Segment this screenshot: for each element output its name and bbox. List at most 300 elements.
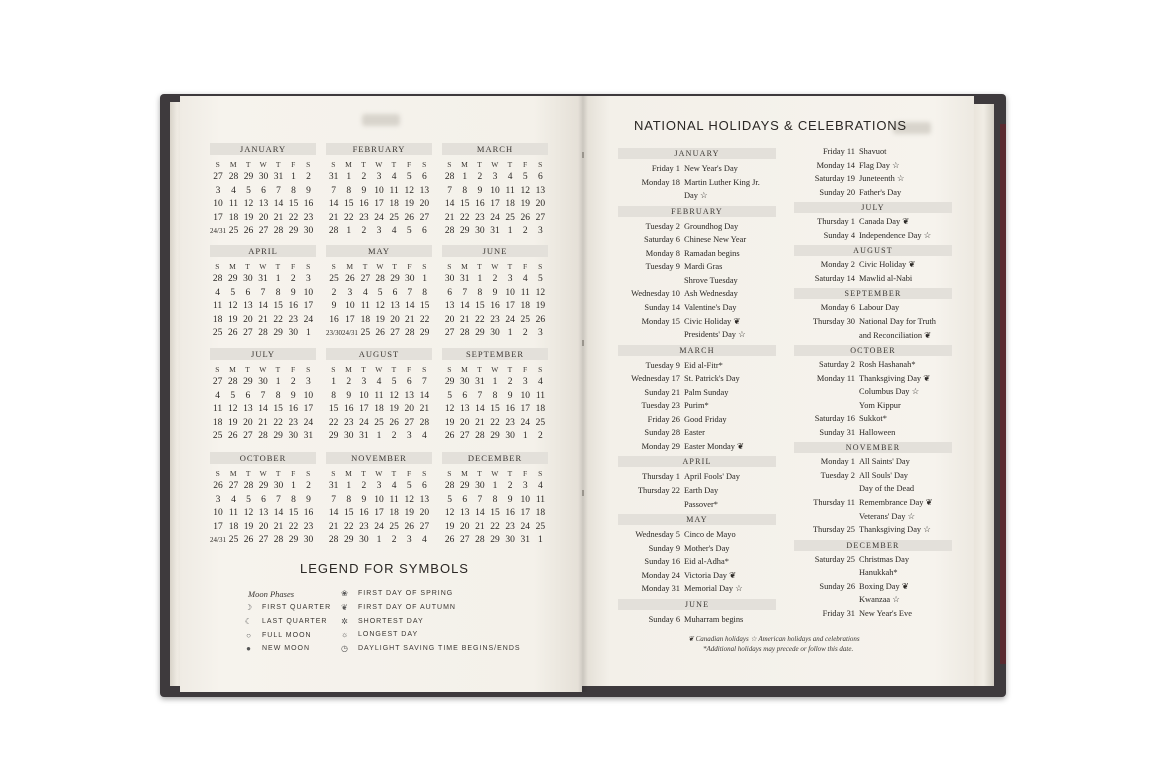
holiday-month-header: JANUARY (618, 148, 776, 159)
calendar-day: 20 (419, 199, 430, 210)
calendar-day: 13 (258, 199, 269, 210)
weekday-label: T (392, 262, 398, 271)
calendar-day: 2 (507, 377, 513, 387)
month-name: APRIL (210, 245, 316, 257)
calendar-day: 21 (273, 212, 284, 223)
calendar-day: 19 (404, 199, 415, 210)
calendar-day: 11 (212, 301, 223, 312)
calendar-day: 1 (291, 172, 296, 182)
holiday-name: Hanukkah* (859, 568, 898, 578)
calendar-day: 24 (505, 314, 515, 325)
calendar-day: 31 (328, 172, 339, 182)
calendar-day: 1 (275, 377, 281, 387)
legend-item (244, 603, 331, 612)
calendar-day: 15 (490, 404, 500, 415)
holiday-name: New Year's Eve (859, 608, 912, 618)
calendar-day: 5 (406, 226, 412, 237)
calendar-day: 12 (444, 508, 455, 519)
calendar-day: 28 (444, 172, 455, 182)
holiday-date: Saturday 25 (814, 554, 855, 564)
calendar-day: 4 (231, 185, 236, 196)
calendar-day: 29 (243, 377, 253, 387)
weekday-label: S (447, 262, 452, 271)
calendar-day: 29 (459, 226, 470, 237)
calendar-day: 30 (258, 377, 268, 387)
calendar-day: 20 (258, 212, 269, 223)
weekday-label: F (406, 469, 412, 478)
calendar-day: 15 (288, 199, 299, 210)
holiday-date: Sunday 4 (823, 230, 855, 240)
holiday-date: Monday 15 (641, 316, 680, 326)
calendar-day: 6 (261, 185, 266, 196)
calendar-day: 3 (522, 481, 528, 491)
calendar-day: 30 (475, 481, 485, 491)
calendar-day: 21 (273, 521, 284, 532)
weekday-label: T (391, 365, 397, 374)
calendar-day: 22 (288, 521, 299, 532)
weekday-label: F (522, 365, 528, 374)
calendar-day: 28 (273, 226, 284, 237)
calendar-day: 30 (359, 535, 369, 546)
calendar-day: 28 (475, 431, 485, 442)
calendar-day: 26 (375, 328, 385, 339)
full-moon-icon: ○ (246, 630, 252, 640)
holiday-name: St. Patrick's Day (684, 374, 740, 384)
calendar-day: 8 (346, 185, 352, 196)
holiday-date: Sunday 16 (644, 557, 680, 567)
first-quarter-icon: ☽ (244, 603, 254, 612)
weekday-label: S (538, 262, 543, 271)
weekday-label: M (346, 262, 354, 271)
month-may (326, 245, 432, 341)
weekday-label: T (245, 469, 251, 478)
calendar-day: 21 (459, 314, 470, 325)
calendar-day: 17 (520, 508, 531, 519)
calendar-day: 18 (212, 417, 223, 428)
holiday-name: Rosh Hashanah* (859, 360, 916, 370)
calendar-day: 20 (459, 417, 470, 428)
legend-label: FIRST QUARTER (262, 604, 332, 611)
calendar-day: 10 (303, 287, 314, 298)
calendar-day: 5 (447, 494, 452, 505)
holiday-month-header: FEBRUARY (618, 206, 776, 217)
calendar-day: 26 (213, 481, 223, 491)
calendar-day: 4 (422, 535, 427, 546)
weekday-label: W (259, 365, 267, 374)
calendar-day: 28 (375, 274, 385, 284)
calendar-day: 26 (404, 212, 415, 223)
weekday-label: W (259, 262, 267, 271)
calendar-day: 6 (392, 287, 398, 298)
calendar-day: 13 (404, 390, 415, 401)
calendar-day: 28 (258, 328, 268, 339)
calendar-day: 18 (389, 508, 399, 519)
calendar-day: 30 (444, 274, 455, 284)
calendar-day: 12 (404, 494, 415, 505)
calendar-day: 22 (419, 314, 430, 325)
calendar-day: 4 (376, 377, 382, 387)
calendar-day: 12 (227, 404, 238, 415)
holiday-date: Wednesday 17 (631, 374, 680, 384)
calendar-day: 31 (258, 274, 268, 284)
calendar-day: 9 (507, 494, 513, 505)
moon-phases-label: Moon Phases (248, 589, 295, 599)
weekday-label: T (477, 469, 483, 478)
blurred-year (362, 114, 400, 126)
autumn-leaf-icon: ❦ (341, 602, 349, 612)
calendar-day: 25 (374, 417, 384, 428)
calendar-day: 19 (520, 199, 531, 210)
calendar-day: 1 (346, 226, 352, 237)
calendar-day: 26 (345, 274, 355, 284)
holiday-name: Remembrance Day ❦ (859, 498, 933, 507)
month-july (210, 348, 316, 444)
calendar-day: 17 (490, 199, 500, 210)
weekday-label: S (422, 262, 427, 271)
calendar-day: 12 (444, 404, 455, 415)
holiday-name: Shrove Tuesday (684, 275, 738, 285)
month-grid (210, 261, 316, 341)
gutter-tick (582, 490, 584, 496)
calendar-day: 9 (331, 301, 337, 312)
calendar-day: 27 (243, 431, 253, 442)
holiday-month-header: JULY (794, 202, 952, 213)
calendar-day: 9 (507, 390, 513, 401)
legend-item (340, 603, 456, 612)
calendar-day: 13 (390, 301, 400, 312)
holiday-name: Mardi Gras (684, 262, 723, 272)
calendar-day: 9 (346, 390, 352, 401)
calendar-day: 17 (505, 301, 515, 312)
calendar-day: 18 (360, 314, 371, 325)
weekday-label: T (361, 365, 367, 374)
calendar-day: 30 (343, 431, 354, 442)
weekday-label: S (422, 365, 427, 374)
holiday-month-header: DECEMBER (794, 540, 952, 551)
calendar-day: 15 (273, 404, 283, 415)
calendar-day: 12 (243, 199, 254, 210)
calendar-day: 19 (227, 314, 238, 325)
calendar-day: 22 (273, 417, 283, 428)
calendar-day: 27 (444, 328, 455, 339)
calendar-day: 14 (258, 404, 268, 415)
weekday-label: T (507, 365, 513, 374)
calendar-day: 14 (419, 390, 430, 401)
calendar-day: 27 (243, 328, 253, 339)
calendar-day: 1 (492, 481, 498, 491)
calendar-day: 17 (303, 404, 314, 415)
holiday-name: Juneteenth ☆ (859, 174, 905, 184)
holiday-name: Civic Holiday ❦ (859, 260, 916, 270)
calendar-day: 11 (535, 494, 545, 505)
holiday-date: Monday 6 (820, 303, 855, 313)
calendar-day: 24/31 (210, 536, 226, 545)
weekday-label: S (215, 365, 220, 374)
holiday-name: and Reconciliation ❦ (859, 330, 932, 340)
calendar-day: 18 (228, 212, 239, 223)
calendar-day: 26 (444, 431, 455, 442)
calendar-day: 11 (389, 494, 399, 505)
calendar-day: 5 (447, 390, 452, 401)
weekday-label: S (306, 262, 311, 271)
calendar-day: 4 (507, 172, 513, 182)
month-grid (210, 364, 316, 444)
month-name: AUGUST (326, 348, 432, 360)
weekday-label: M (461, 160, 469, 169)
calendar-day: 27 (419, 521, 430, 532)
calendar-day: 15 (328, 404, 339, 415)
calendar-day: 8 (291, 185, 296, 196)
weekday-label: S (447, 365, 452, 374)
holiday-name: Father's Day (859, 187, 902, 197)
calendar-day: 5 (406, 172, 412, 182)
calendar-day: 8 (275, 287, 281, 298)
calendar-day: 23 (359, 212, 369, 223)
holiday-date: Thursday 11 (813, 498, 855, 507)
calendar-day: 17 (374, 508, 384, 519)
weekday-label: S (306, 160, 311, 169)
calendar-day: 21 (444, 212, 455, 223)
month-december (442, 452, 548, 548)
calendar-day: 19 (404, 508, 415, 519)
calendar-day: 7 (276, 185, 281, 196)
calendar-day: 28 (475, 535, 485, 546)
calendar-day: 18 (228, 521, 239, 532)
calendar-day: 18 (505, 199, 515, 210)
calendar-day: 22 (490, 417, 500, 428)
calendar-day: 15 (288, 508, 299, 519)
calendar-day: 23 (490, 314, 500, 325)
calendar-day: 11 (228, 199, 239, 210)
calendar-day: 9 (361, 185, 367, 196)
month-september (442, 348, 548, 444)
calendar-day: 27 (390, 328, 400, 339)
calendar-day: 7 (331, 185, 336, 196)
calendar-day: 2 (477, 172, 483, 182)
calendar-day: 24 (303, 314, 314, 325)
month-name: FEBRUARY (326, 143, 432, 155)
calendar-day: 16 (475, 199, 485, 210)
legend-label: FULL MOON (262, 631, 312, 639)
spring-flower-icon: ❀ (341, 589, 349, 598)
calendar-day: 30 (258, 172, 269, 182)
calendar-day: 16 (303, 508, 314, 519)
calendar-day: 23 (505, 521, 515, 532)
holiday-date: Monday 11 (816, 373, 855, 383)
calendar-day: 14 (328, 508, 339, 519)
calendar-day: 10 (490, 185, 500, 196)
holiday-name: Day of the Dead (859, 484, 915, 494)
last-quarter-icon: ☾ (244, 616, 254, 626)
calendar-day: 20 (258, 521, 269, 532)
calendar-day: 3 (376, 226, 382, 237)
calendar-day: 14 (405, 301, 415, 312)
legend-label: DAYLIGHT SAVING TIME BEGINS/ENDS (358, 645, 521, 653)
calendar-day: 14 (273, 508, 284, 519)
holiday-name: Victoria Day ❦ (684, 570, 737, 580)
calendar-day: 25 (389, 212, 399, 223)
calendar-day: 8 (462, 185, 468, 196)
month-grid (442, 159, 548, 239)
calendar-day: 9 (477, 185, 483, 196)
weekday-label: W (375, 365, 383, 374)
calendar-day: 20 (390, 314, 400, 325)
holiday-name: Thanksgiving Day ❦ (859, 373, 931, 383)
calendar-day: 4 (215, 390, 220, 401)
holiday-name: Boxing Day ❦ (859, 581, 909, 591)
weekday-label: T (477, 365, 483, 374)
calendar-day: 3 (306, 377, 311, 387)
weekday-label: W (491, 365, 499, 374)
holiday-name: Christmas Day (859, 554, 910, 564)
calendar-day: 3 (507, 274, 513, 284)
sun-icon: ☼ (340, 630, 350, 640)
calendar-day: 12 (535, 287, 546, 298)
calendar-day: 5 (246, 185, 251, 196)
calendar-day: 2 (522, 226, 528, 237)
calendar-day: 26 (520, 212, 531, 223)
calendar-day: 3 (538, 328, 543, 339)
calendar-day: 22 (273, 314, 283, 325)
calendar-day: 21 (258, 314, 268, 325)
calendar-day: 30 (243, 274, 253, 284)
weekday-label: S (447, 469, 452, 478)
calendar-day: 24/31 (210, 227, 226, 236)
month-april (210, 245, 316, 341)
holiday-name: National Day for Truth (859, 316, 936, 326)
calendar-day: 8 (291, 494, 296, 505)
weekday-label: T (245, 365, 251, 374)
weekday-label: S (447, 160, 452, 169)
calendar-day: 31 (490, 226, 500, 237)
calendar-day: 11 (212, 404, 223, 415)
calendar-day: 2 (361, 481, 367, 491)
calendar-day: 27 (535, 212, 546, 223)
calendar-day: 10 (374, 185, 384, 196)
calendar-day: 5 (391, 377, 397, 387)
legend-label: SHORTEST DAY (358, 617, 424, 625)
calendar-day: 2 (391, 431, 397, 442)
holiday-date: Monday 24 (641, 570, 680, 580)
month-grid (442, 364, 548, 444)
calendar-day: 23 (475, 212, 485, 223)
calendar-day: 4 (215, 287, 220, 298)
calendar-day: 24 (374, 212, 384, 223)
weekday-label: T (362, 262, 368, 271)
calendar-day: 27 (213, 172, 223, 182)
calendar-day: 1 (331, 377, 336, 387)
calendar-day: 17 (213, 521, 223, 532)
calendar-day: 3 (538, 226, 543, 237)
calendar-day: 9 (290, 287, 296, 298)
calendar-day: 22 (288, 212, 299, 223)
weekday-label: F (406, 365, 412, 374)
month-name: JULY (210, 348, 316, 360)
holiday-date: Tuesday 23 (641, 401, 680, 411)
weekday-label: W (491, 469, 499, 478)
calendar-day: 30 (303, 535, 314, 546)
calendar-day: 24 (359, 417, 369, 428)
calendar-day: 1 (291, 481, 296, 491)
calendar-day: 28 (459, 328, 470, 339)
calendar-day: 3 (522, 377, 528, 387)
calendar-day: 1 (376, 535, 382, 546)
calendar-day: 16 (359, 199, 369, 210)
calendar-day: 9 (290, 390, 296, 401)
weekday-label: F (290, 365, 296, 374)
calendar-day: 26 (243, 226, 254, 237)
weekday-label: T (275, 262, 281, 271)
calendar-day: 25 (535, 521, 546, 532)
calendar-day: 2 (331, 287, 337, 298)
calendar-day: 30 (505, 431, 515, 442)
calendar-day: 29 (444, 377, 455, 387)
holiday-date: Wednesday 10 (631, 289, 680, 299)
calendar-day: 21 (328, 521, 339, 532)
calendar-day: 30 (459, 377, 470, 387)
holiday-month-header: SEPTEMBER (794, 288, 952, 299)
calendar-day: 13 (459, 404, 470, 415)
calendar-day: 2 (306, 481, 311, 491)
holiday-name: Labour Day (859, 303, 900, 313)
calendar-day: 7 (331, 494, 336, 505)
calendar-day: 31 (359, 431, 369, 442)
calendar-day: 21 (328, 212, 339, 223)
month-june (442, 245, 548, 341)
holiday-date: Tuesday 9 (645, 262, 680, 272)
calendar-day: 9 (306, 185, 311, 196)
calendar-day: 29 (273, 431, 283, 442)
calendar-day: 2 (290, 274, 296, 284)
calendar-day: 6 (245, 287, 251, 298)
month-january (210, 143, 316, 239)
month-name: MARCH (442, 143, 548, 155)
holiday-name: Earth Day (684, 486, 719, 495)
calendar-day: 1 (462, 172, 468, 182)
calendar-day: 2 (361, 172, 367, 182)
weekday-label: M (229, 365, 237, 374)
calendar-day: 29 (243, 172, 254, 182)
legend-title: LEGEND FOR SYMBOLS (300, 561, 469, 576)
weekday-label: F (522, 160, 528, 169)
calendar-day: 15 (459, 199, 470, 210)
holiday-date: Thursday 22 (637, 486, 680, 495)
legend-label: FIRST DAY OF AUTUMN (358, 603, 456, 611)
calendar-day: 3 (347, 287, 353, 298)
calendar-day: 6 (538, 172, 543, 182)
weekday-label: T (275, 469, 282, 478)
calendar-day: 3 (306, 274, 311, 284)
calendar-day: 26 (404, 521, 415, 532)
month-august (326, 348, 432, 444)
holiday-month-header: NOVEMBER (794, 442, 952, 453)
calendar-day: 1 (522, 431, 528, 442)
calendar-day: 6 (261, 494, 266, 505)
weekday-label: T (477, 160, 483, 169)
legend-item (244, 644, 310, 653)
calendar-day: 5 (230, 390, 236, 401)
calendar-day: 29 (273, 328, 283, 339)
calendar-day: 18 (374, 404, 384, 415)
holiday-month-header: JUNE (618, 599, 776, 610)
calendar-day: 1 (346, 172, 352, 182)
weekday-label: S (306, 469, 311, 478)
legend-item (340, 644, 521, 653)
calendar-day: 7 (407, 287, 413, 298)
calendar-day: 11 (360, 301, 370, 312)
calendar-day: 25 (505, 212, 515, 223)
calendar-day: 17 (374, 199, 384, 210)
